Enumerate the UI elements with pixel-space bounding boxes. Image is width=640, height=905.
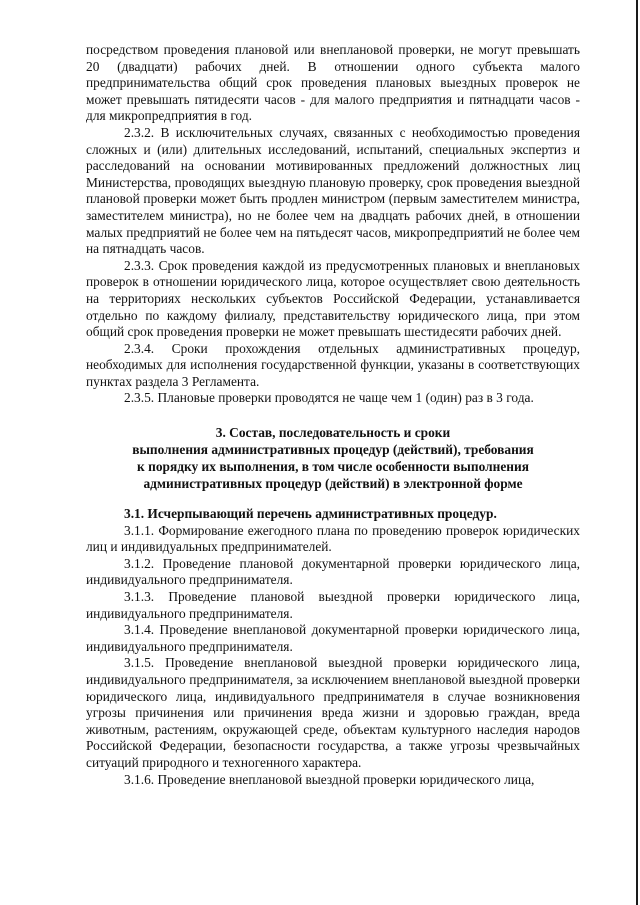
paragraph-3-1-3: 3.1.3. Проведение плановой выездной проверки юридического лица, индивидуального предпринимателя. xyxy=(86,589,580,621)
paragraph-3-1-1: 3.1.1. Формирование ежегодного плана по проведению проверок юридических лиц и индивидуальных предпринимателей. xyxy=(86,522,580,555)
section-heading-line: административных процедур (действий) в электронной форме xyxy=(143,476,523,492)
paragraph-3-1-2: 3.1.2. Проведение плановой документарной проверки юридического лица, индивидуального предпринимателя. xyxy=(86,555,580,588)
section-heading xyxy=(86,424,580,492)
page-edge-line xyxy=(636,0,638,905)
paragraph-3-1-4: 3.1.4. Проведение внеплановой документарной проверки юридического лица, индивидуального предпринимателя. xyxy=(86,622,580,654)
paragraph-3-1-5: 3.1.5. Проведение внеплановой выездной проверки юридического лица, индивидуального предпринимателя, за исключением внеплановой выездной проверки юридического лица, индивидуального предпринимателя в случае возникновения угрозы причинения или причинения вреда жизни и здоровью граждан, вреда животным, растениям, окружающей среде, объектам культурного наследия народов Российской Федерации, безопасности государства, а также угрозы чрезвычайных ситуаций природного и техногенного характера. xyxy=(86,655,580,770)
paragraph-2-3-4: 2.3.4. Сроки прохождения отдельных административных процедур, необходимых для исполнения государственной функции, указаны в соответствующих пунктах раздела 3 Регламента. xyxy=(86,340,580,389)
paragraph: посредством проведения плановой или внеплановой проверки, не могут превышать 20 (двадцати) рабочих дней. В отношении одного субъекта малого предпринимательства общий срок проведения плановых выездных проверок не может превышать пятидесяти часов - для малого предприятия и пятнадцати часов - для микропредприятия в год. xyxy=(86,42,580,124)
section-heading-line: выполнения административных процедур (действий), требования xyxy=(132,442,534,458)
document-page xyxy=(86,42,580,788)
paragraph-2-3-3: 2.3.3. Срок проведения каждой из предусмотренных плановых и внеплановых проверок в отношении юридического лица, которое осуществляет свою деятельность на территориях нескольких субъектов Российской Федерации, устанавливается отдельно по каждому филиалу, представительству юридического лица, при этом общий срок проведения проверки не может превышать шестидесяти рабочих дней. xyxy=(86,257,580,340)
paragraph-2-3-2: 2.3.2. В исключительных случаях, связанных с необходимостью проведения сложных и (или) длительных исследований, испытаний, специальных экспертиз и расследований на основании мотивированных предложений должностных лиц Министерства, проводящих выездную плановую проверку, срок проведения выездной плановой проверки может быть продлен министром (первым заместителем министра, заместителем министра), но не более чем на двадцать рабочих дней, в отношении малых предприятий не более чем на пятьдесят часов, микропредприятий не более чем на пятнадцать часов. xyxy=(86,124,580,257)
subsection-heading: 3.1. Исчерпывающий перечень административных процедур. xyxy=(124,506,497,522)
section-heading-line: 3. Состав, последовательность и сроки xyxy=(215,425,451,441)
paragraph-2-3-5: 2.3.5. Плановые проверки проводятся не чаще чем 1 (один) раз в 3 года. xyxy=(124,390,534,406)
paragraph-3-1-6: 3.1.6. Проведение внеплановой выездной проверки юридического лица, xyxy=(124,771,535,787)
section-heading-line: к порядку их выполнения, в том числе особенности выполнения xyxy=(137,459,529,475)
